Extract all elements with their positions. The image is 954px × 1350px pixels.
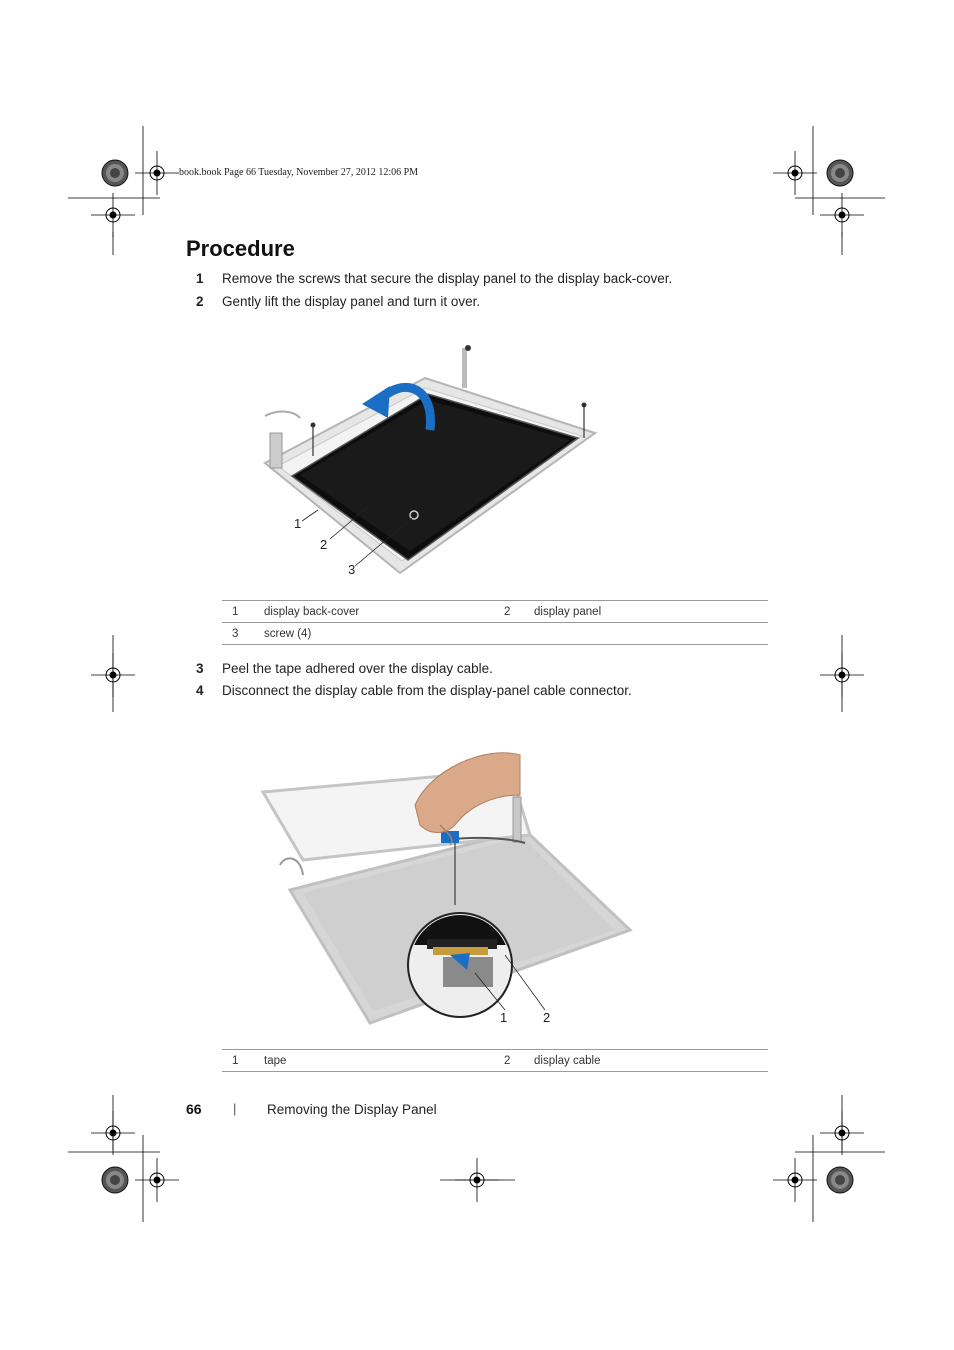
page-title: Procedure	[186, 236, 295, 261]
step-text: Peel the tape adhered over the display cable.	[222, 661, 493, 676]
print-stamp: book.book Page 66 Tuesday, November 27, 2012 12:06 PM	[179, 167, 419, 178]
table-row	[222, 623, 768, 645]
step-4	[196, 683, 632, 698]
step-number: 3	[196, 661, 204, 676]
step-text: Remove the screws that secure the display panel to the display back-cover.	[222, 271, 673, 286]
step-3	[196, 661, 493, 676]
step-text: Disconnect the display cable from the display-panel cable connector.	[222, 683, 632, 698]
step-number: 4	[196, 683, 204, 698]
callout-2: 2	[543, 1010, 551, 1025]
callout-3: 3	[348, 562, 356, 577]
footer-section-title: Removing the Display Panel	[267, 1102, 437, 1117]
legend-label: display back-cover	[264, 601, 504, 623]
page-number: 66	[186, 1101, 202, 1117]
step-2	[196, 294, 480, 309]
footer-separator: |	[233, 1101, 237, 1116]
legend-number: 3	[222, 623, 264, 645]
callout-2: 2	[320, 537, 328, 552]
legend-number	[504, 623, 534, 645]
legend-number: 2	[504, 601, 534, 623]
legend-table-2	[222, 1049, 768, 1072]
step-text: Gently lift the display panel and turn it over.	[222, 294, 481, 309]
legend-label: screw (4)	[264, 623, 504, 645]
callout-1: 1	[294, 516, 302, 531]
legend-number: 2	[504, 1050, 534, 1072]
legend-label: display cable	[534, 1050, 768, 1072]
legend-label: tape	[264, 1050, 504, 1072]
table-row	[222, 1050, 768, 1072]
step-1	[196, 271, 672, 286]
legend-number: 1	[222, 1050, 264, 1072]
step-number: 2	[196, 294, 204, 309]
legend-number: 1	[222, 601, 264, 623]
table-row	[222, 601, 768, 623]
legend-label	[534, 623, 768, 645]
step-number: 1	[196, 271, 204, 286]
callout-1: 1	[500, 1010, 508, 1025]
legend-label: display panel	[534, 601, 768, 623]
legend-table-1	[222, 600, 768, 645]
display-panel-illustration	[250, 338, 630, 588]
display-cable-illustration	[255, 725, 655, 1035]
